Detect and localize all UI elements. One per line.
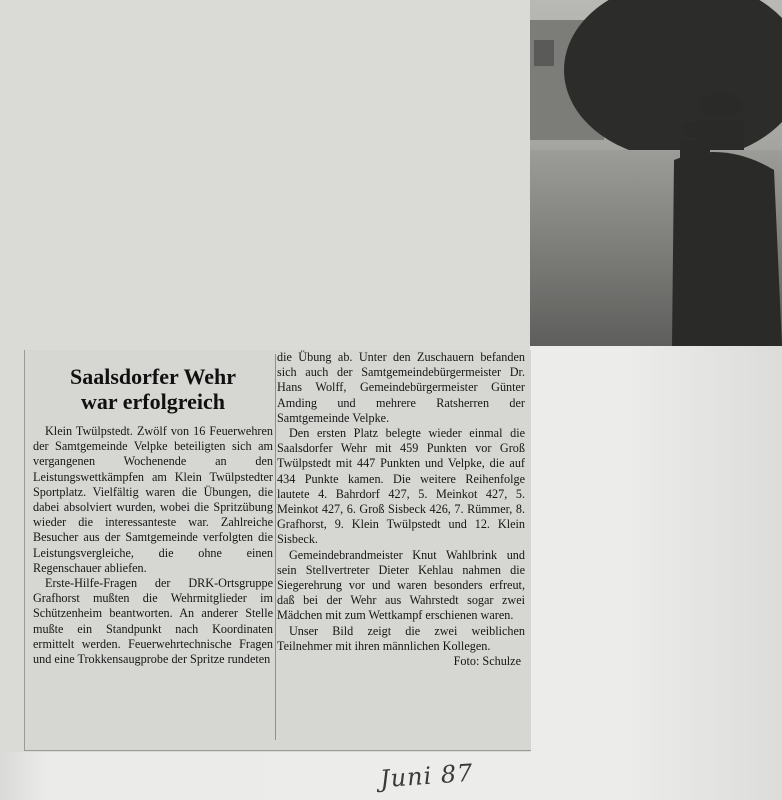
- article-column-1: [33, 350, 273, 667]
- column-divider: [275, 354, 276, 740]
- handwritten-date-note: Juni 87: [379, 758, 475, 794]
- article: [24, 350, 531, 751]
- article-paragraph: Unser Bild zeigt die zwei weiblichen Teilnehmer mit ihren männlichen Kollegen.: [277, 623, 525, 653]
- article-column-2: [277, 350, 525, 669]
- article-headline: [33, 364, 273, 414]
- article-paragraph: Erste-Hilfe-Fragen der DRK-Ortsgruppe Grafhorst mußten die Wehrmitglieder im Schützenheim beantworten. An anderer Stelle mußte ein Standpunkt nach Koordinaten ermittelt werden. Feuerwehrtechnische Fragen und eine Trokkensaugprobe der Spritze rundeten: [33, 576, 273, 667]
- article-paragraph: die Übung ab. Unter den Zuschauern befanden sich auch der Samtgemeindebürgermeister Dr. Hans Wolff, Gemeindebürgermeister Günter Amding und mehrere Ratsherren der Samtgemeinde Velpke.: [277, 350, 525, 425]
- article-paragraph: Klein Twülpstedt. Zwölf von 16 Feuerwehren der Samtgemeinde Velpke beteiligten sich am vergangenen Wochenende an den Leistungswettkämpfen am Klein Twülpstedter Sportplatz. Vielfältig waren die Übungen, die dabei absolviert wurden, wobei die Spritzübung wieder die interessanteste war. Zahlreiche Besucher aus der Samtgemeinde verfolgten die Leistungsvergleiche, die ohne einen Regenschauer abliefen.: [33, 424, 273, 575]
- headline-line-1: Saalsdorfer Wehr: [69, 364, 237, 389]
- article-paragraph: Gemeindebrandmeister Knut Wahlbrink und sein Stellvertreter Dieter Kehlau nahmen die Siegerehrung vor und waren besonders erfreut, daß bei der Wehr aus Wahrstedt sogar zwei Mädchen mit zum Wettkampf erschienen waren.: [277, 547, 525, 623]
- headline-line-2: war erfolgreich: [81, 389, 225, 414]
- article-paragraph: Den ersten Platz belegte wieder einmal die Saalsdorfer Wehr mit 459 Punkten vor Groß Twülpstedt mit 447 Punkten und Velpke, die auf 434 Punkte kamen. Die weitere Reihenfolge lautete 4. Bahrdorf 427, 5. Meinkot 427, 5. Meinkot 427, 6. Groß Sisbeck 426, 7. Rümmer, 8. Grafhorst, 9. Klein Twülpstedt und 12. Klein Sisbeck.: [277, 426, 525, 547]
- photo-credit: Foto: Schulze: [453, 654, 521, 669]
